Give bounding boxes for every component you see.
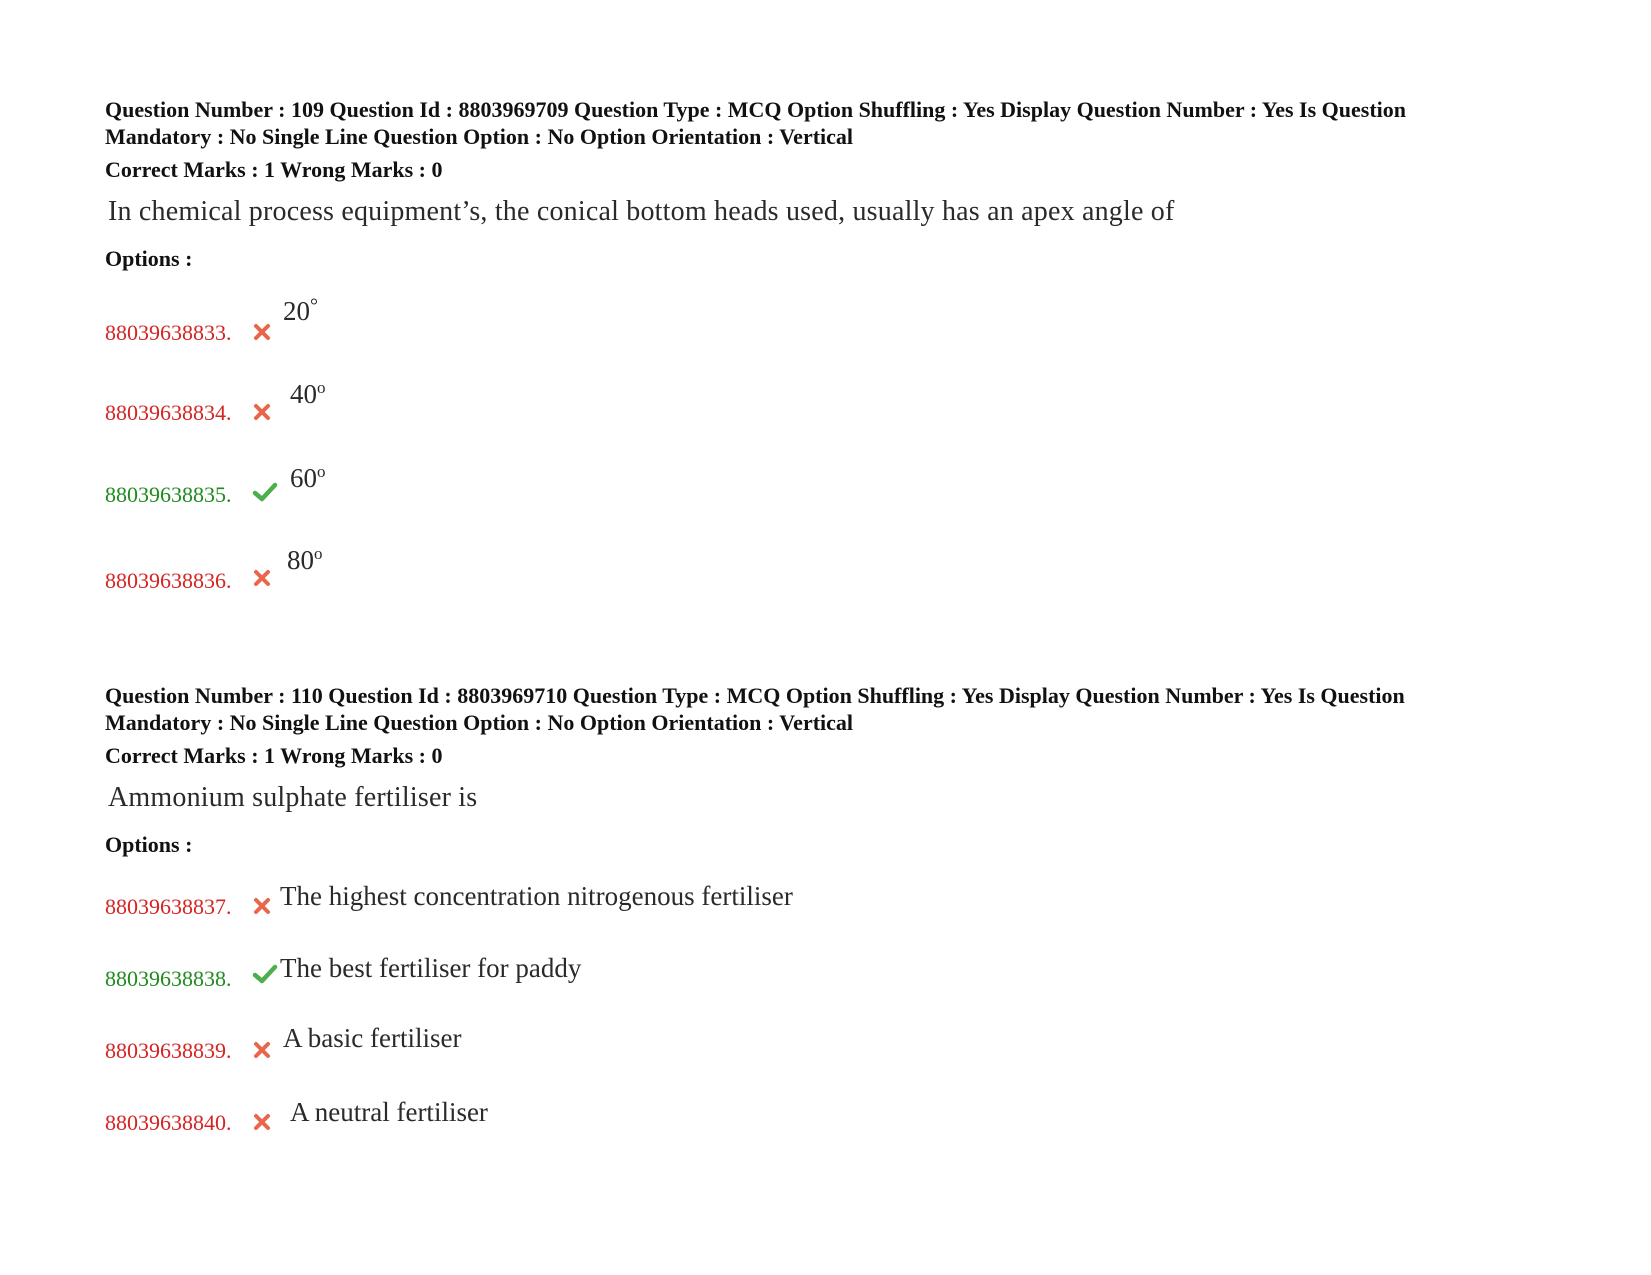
option-row — [105, 458, 1565, 544]
question-block-109 — [105, 96, 1565, 630]
question-meta-line-2: Mandatory : No Single Line Question Option : No Option Orientation : Vertical — [105, 710, 854, 735]
options-label: Options : — [105, 246, 193, 271]
cross-icon — [252, 402, 272, 422]
cross-icon — [252, 1040, 272, 1060]
options-label: Options : — [105, 832, 193, 857]
option-id: 88039638838. — [105, 966, 232, 991]
question-marks: Correct Marks : 1 Wrong Marks : 0 — [105, 743, 443, 768]
check-icon — [252, 964, 278, 984]
option-id: 88039638833. — [105, 320, 232, 345]
option-unit: ° — [310, 295, 318, 317]
question-marks: Correct Marks : 1 Wrong Marks : 0 — [105, 157, 443, 182]
option-text: The best fertiliser for paddy — [280, 953, 582, 983]
option-text: A basic fertiliser — [283, 1023, 462, 1053]
option-value: 40 — [290, 379, 317, 409]
option-text: The highest concentration nitrogenous fertiliser — [280, 881, 793, 911]
option-id: 88039638839. — [105, 1038, 232, 1063]
option-row — [105, 942, 1565, 1018]
option-id: 88039638834. — [105, 400, 232, 425]
option-value: 80 — [287, 545, 314, 575]
question-meta — [105, 682, 1565, 736]
question-stem: In chemical process equipment’s, the conical bottom heads used, usually has an apex angle of — [108, 196, 1175, 227]
option-text — [287, 544, 323, 576]
check-icon — [252, 482, 278, 502]
cross-icon — [252, 1112, 272, 1132]
question-meta-line-2: Mandatory : No Single Line Question Option : No Option Orientation : Vertical — [105, 124, 854, 149]
question-meta-line-1: Question Number : 110 Question Id : 8803969710 Question Type : MCQ Option Shuffling : Yes Display Question Number : Yes Is Question — [105, 683, 1405, 708]
question-meta — [105, 96, 1565, 150]
option-id: 88039638840. — [105, 1110, 232, 1135]
option-unit: o — [317, 378, 326, 397]
option-value: 20 — [283, 296, 310, 326]
question-block-110 — [105, 682, 1565, 1170]
option-value: 60 — [290, 463, 317, 493]
option-row — [105, 1018, 1565, 1094]
question-meta-line-1: Question Number : 109 Question Id : 8803969709 Question Type : MCQ Option Shuffling : Yes Display Question Number : Yes Is Question — [105, 97, 1406, 122]
option-row — [105, 286, 1565, 372]
option-id: 88039638835. — [105, 482, 232, 507]
question-stem: Ammonium sulphate fertiliser is — [108, 782, 478, 813]
option-row — [105, 544, 1565, 630]
option-text: A neutral fertiliser — [290, 1097, 488, 1127]
option-row — [105, 372, 1565, 458]
option-text — [283, 290, 318, 327]
cross-icon — [252, 568, 272, 588]
option-id: 88039638837. — [105, 894, 232, 919]
cross-icon — [252, 322, 272, 342]
option-unit: o — [314, 544, 323, 563]
option-id: 88039638836. — [105, 568, 232, 593]
option-text — [290, 462, 326, 494]
option-row — [105, 1094, 1565, 1170]
option-row — [105, 866, 1565, 942]
option-unit: o — [317, 462, 326, 481]
cross-icon — [252, 896, 272, 916]
option-text — [290, 378, 326, 410]
